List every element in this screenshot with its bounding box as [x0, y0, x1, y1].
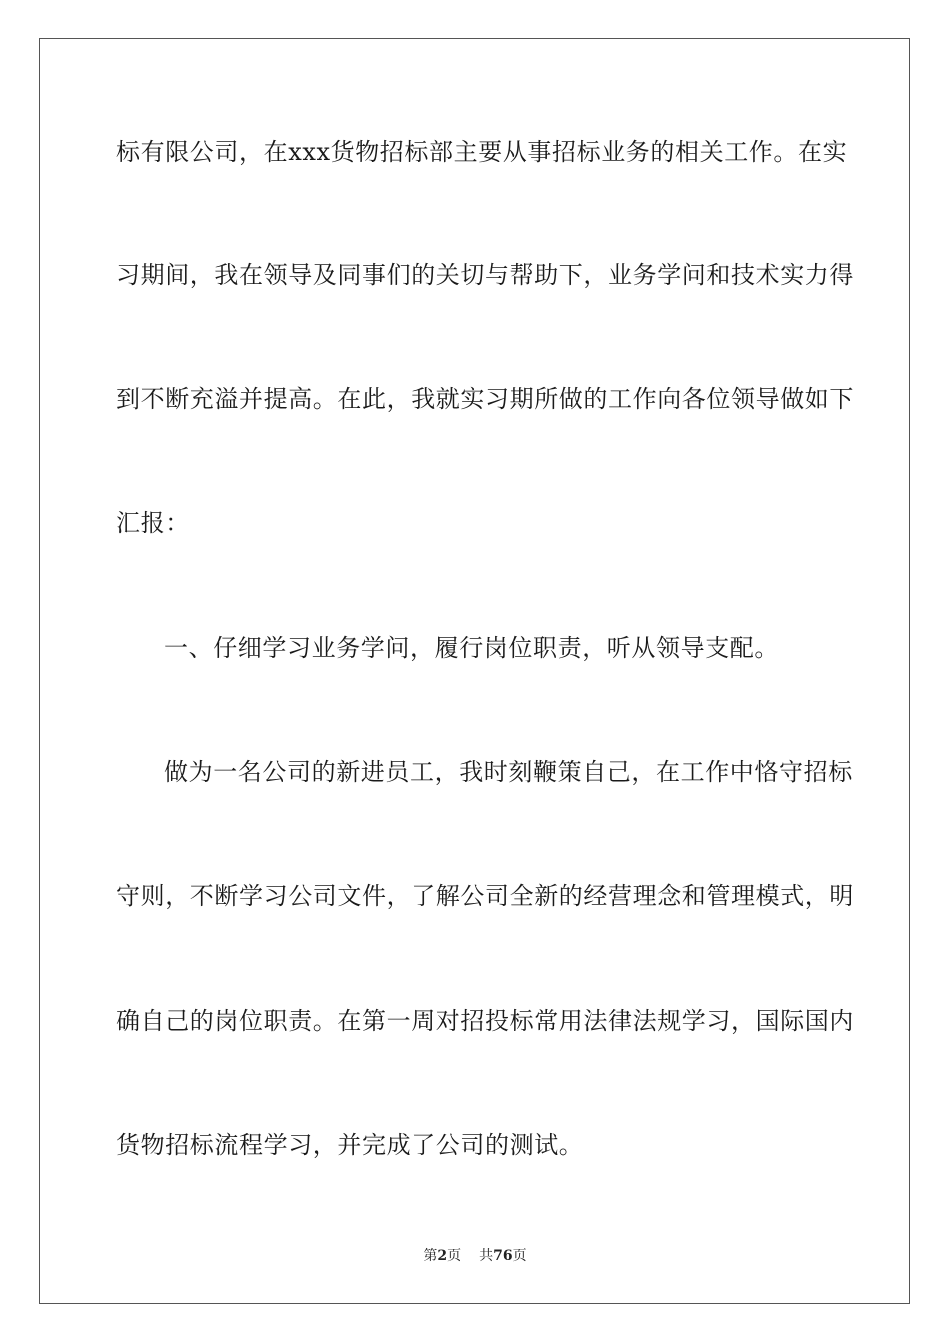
body-line-6: 做为一名公司的新进员工，我时刻鞭策自己，在工作中恪守招标: [164, 758, 853, 786]
body-line-4: 汇报：: [116, 509, 190, 537]
body-line-7: 守则，不断学习公司文件，了解公司全新的经营理念和管理模式，明: [116, 882, 854, 910]
body-line-2: 习期间，我在领导及同事们的关切与帮助下，业务学问和技术实力得: [116, 261, 854, 289]
footer-total-pages: 76: [493, 1248, 513, 1264]
footer-total-prefix: 共: [479, 1248, 494, 1264]
body-line-9: 货物招标流程学习，并完成了公司的测试。: [116, 1131, 584, 1159]
footer-page-suffix: 页: [447, 1248, 462, 1264]
footer-page-prefix: 第: [423, 1248, 438, 1264]
footer-total-suffix: 页: [512, 1248, 527, 1264]
page-footer: [0, 1247, 950, 1265]
page-frame: [39, 38, 910, 1304]
body-line-3: 到不断充溢并提高。在此，我就实习期所做的工作向各位领导做如下: [116, 385, 854, 413]
body-line-8: 确自己的岗位职责。在第一周对招投标常用法律法规学习，国际国内: [116, 1007, 854, 1035]
footer-page-number: 2: [437, 1248, 448, 1264]
section-heading-1: 一、仔细学习业务学问，履行岗位职责，听从领导支配。: [164, 634, 779, 662]
body-line-1: 标有限公司，在xxx货物招标部主要从事招标业务的相关工作。在实: [116, 138, 848, 166]
